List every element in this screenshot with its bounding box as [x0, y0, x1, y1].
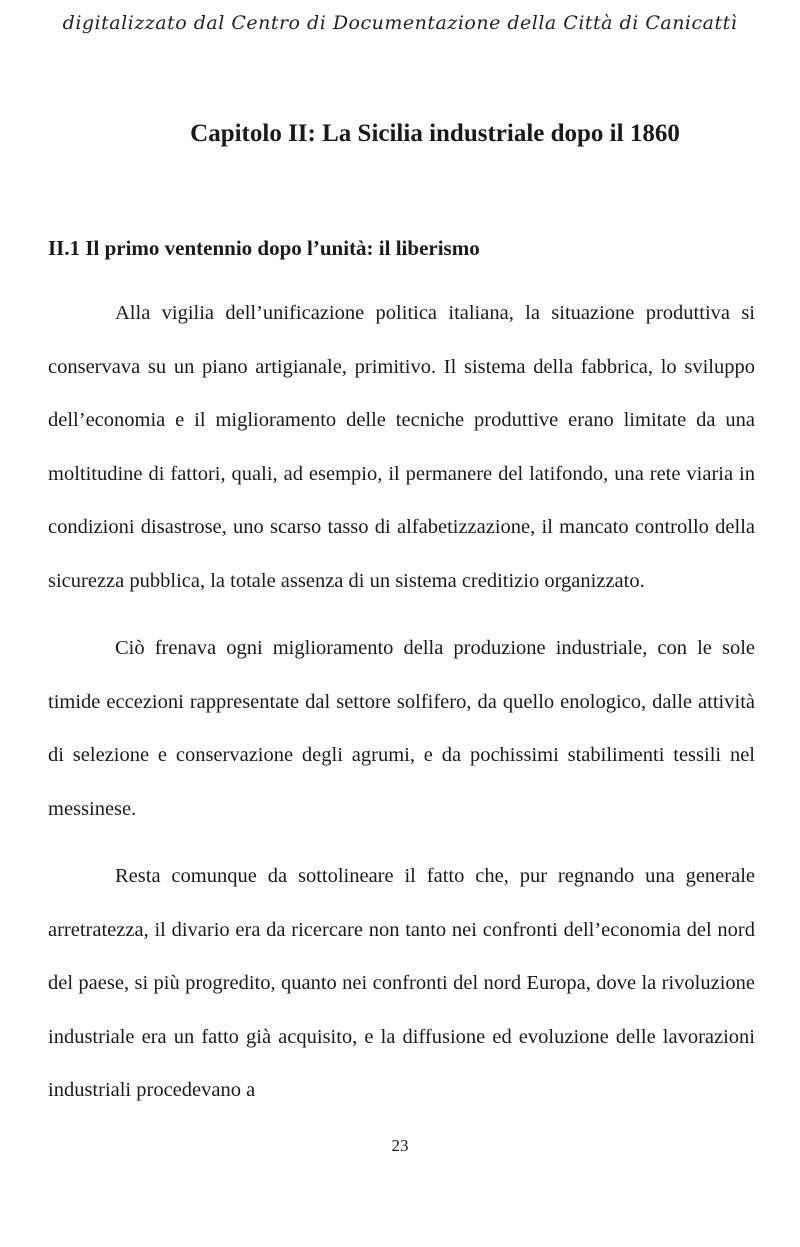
paragraph: Alla vigilia dell’unificazione politica italiana, la situazione produttiva si conservava su un piano artigianale, primitivo. Il sistema della fabbrica, lo sviluppo dell’economia e il miglioramento delle tecniche produttive erano limitate da una moltitudine di fattori, quali, ad esempio, il permanere del latifondo, una rete viaria in condizioni disastrose, uno scarso tasso di alfabetizzazione, il mancato controllo della sicurezza pubblica, la totale assenza di un sistema creditizio organizzato.	[48, 302, 755, 592]
paragraph: Ciò frenava ogni miglioramento della produzione industriale, con le sole timide eccezioni rappresentate dal settore solfifero, da quello enologico, dalle attività di selezione e conservazione degli agrumi, e da pochissimi stabilimenti tessili nel messinese.	[48, 637, 755, 820]
paragraph: Resta comunque da sottolineare il fatto che, pur regnando una generale arretratezza, il divario era da ricercare non tanto nei confronti dell’economia del nord del paese, si più progredito, quanto nei confronti del nord Europa, dove la rivoluzione industriale era un fatto già acquisito, e la diffusione ed evoluzione delle lavorazioni industriali procedevano a	[48, 865, 755, 1101]
section-title: II.1 Il primo ventennio dopo l’unità: il liberismo	[48, 236, 480, 260]
body-text	[48, 287, 755, 1132]
digitization-watermark: digitalizzato dal Centro di Documentazione della Città di Canicattì	[62, 12, 738, 34]
chapter-title: Capitolo II: La Sicilia industriale dopo il 1860	[190, 120, 680, 147]
page-number: 23	[391, 1136, 409, 1155]
